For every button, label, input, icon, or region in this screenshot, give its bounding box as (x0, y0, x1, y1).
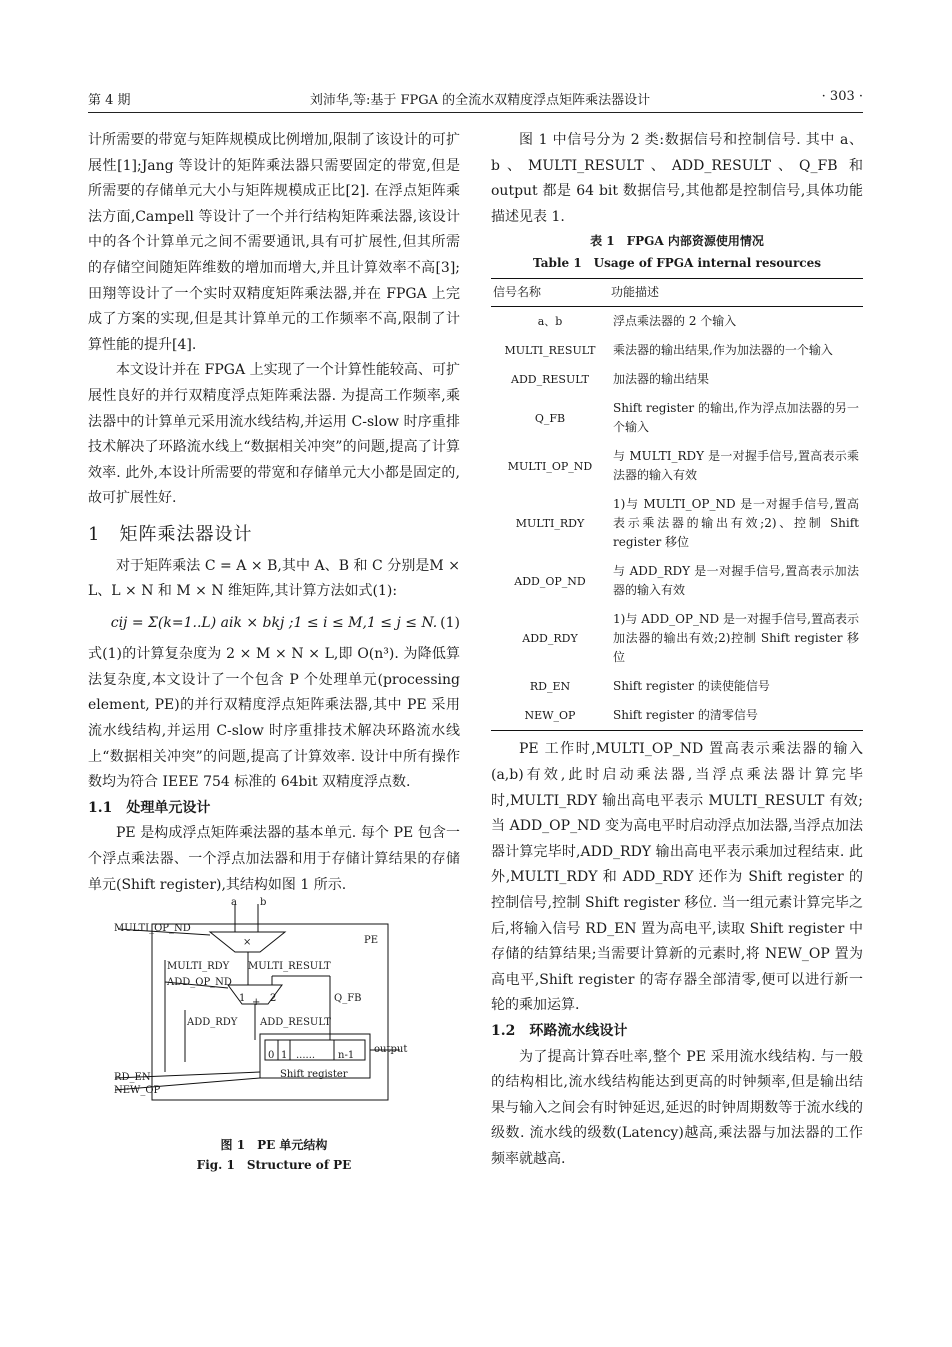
signal-name: MULTI_RESULT (504, 344, 596, 358)
paragraph: 为了提高计算吞吐率,整个 PE 采用流水线结构. 与一般的结构相比,流水线结构能达到更高的时钟频率,但是输出结果与输入之间会有时钟延迟,延迟的时钟周期数等于流水线的级数. 流水线的级数(Latency)越高,乘法器与加法器的工作频率就越高. (491, 1048, 863, 1167)
table-row (491, 557, 863, 605)
register-cell-n: n-1 (338, 1050, 355, 1062)
add-rdy-label: ADD_RDY (187, 1017, 238, 1029)
issue-number: 第 4 期 (88, 93, 131, 108)
paragraph: 图 1 中信号分为 2 类:数据信号和控制信号. 其中 a、b、MULTI_RESULT、ADD_RESULT、Q_FB 和 output 都是 64 bit 数据信号,其他都是控制信号,具体功能描述见表 1. (491, 132, 863, 225)
input-a-label: a (231, 897, 237, 909)
shift-register-label: Shift register (280, 1069, 348, 1081)
signal-desc: 乘法器的输出结果,作为加法器的一个输入 (613, 343, 833, 358)
signal-name: RD_EN (529, 680, 571, 694)
adder-port-2: 2 (270, 993, 277, 1005)
header-rule (88, 112, 863, 113)
pe-structure-figure (110, 897, 408, 1127)
input-b-label: b (260, 897, 267, 909)
q-fb-label: Q_FB (334, 993, 362, 1005)
table-caption-cn: 表 1 FPGA 内部资源使用情况 (590, 234, 764, 249)
figure-caption (88, 1135, 460, 1175)
paragraph: 对于矩阵乘法 C = A × B,其中 A、B 和 C 分别是M × L、L × N 和 M × N 维矩阵,其计算方法如式(1): (88, 557, 460, 600)
figure-caption-cn: 图 1 PE 单元结构 (220, 1138, 328, 1153)
table-row (491, 365, 863, 394)
table-caption-en: Table 1 Usage of FPGA internal resources (533, 256, 821, 271)
signal-name: ADD_RESULT (511, 373, 589, 387)
signal-desc: Shift register 的清零信号 (609, 701, 863, 731)
signal-table (491, 278, 863, 731)
column-header-name: 信号名称 (491, 279, 609, 307)
running-title: 刘沛华,等:基于 FPGA 的全流水双精度浮点矩阵乘法器设计 (309, 93, 651, 108)
rd-en-label: RD_EN (114, 1072, 151, 1084)
signal-desc: 加法器的输出结果 (613, 372, 710, 387)
signal-name: Q_FB (534, 411, 566, 425)
paragraph: 本文设计并在 FPGA 上实现了一个计算性能较高、可扩展性良好的并行双精度浮点矩阵乘法器. 为提高工作频率,乘法器中的计算单元采用流水线结构,并运用 C-slow 时序重排技术解决了环路流水线上“数据相关冲突”的问题,提高了计算效率. 此外,本设计所需要的带宽和存储单元大小都是固定的,故可扩展性好. (88, 362, 460, 507)
paragraph: PE 是构成浮点矩阵乘法器的基本单元. 每个 PE 包含一个浮点乘法器、一个浮点加法器和用于存储计算结果的存储单元(Shift register),其结构如图 1 所示. (88, 825, 460, 893)
register-cell-1: 1 (281, 1050, 288, 1062)
signal-name: MULTI_OP_ND (507, 459, 593, 473)
table-row (491, 605, 863, 672)
right-column (491, 128, 863, 1172)
signal-name: MULTI_RDY (515, 517, 585, 531)
signal-name: NEW_OP (491, 701, 609, 731)
signal-desc: Shift register 的读使能信号 (613, 679, 770, 694)
subsection-heading: 1.2 环路流水线设计 (491, 1022, 628, 1039)
page-number: · 303 · (821, 89, 863, 104)
multi-result-label: MULTI_RESULT (248, 961, 331, 973)
register-cell-dots: ...... (296, 1050, 316, 1062)
signal-desc: 与 MULTI_RDY 是一对握手信号,置高表示乘法器的输入有效 (613, 449, 859, 483)
signal-desc: 浮点乘法器的 2 个输入 (613, 314, 737, 329)
signal-name: ADD_OP_ND (514, 574, 586, 588)
table-row (491, 394, 863, 442)
paragraph: 计所需要的带宽与矩阵规模成比例增加,限制了该设计的可扩展性[1];Jang 等设计的矩阵乘法器只需要固定的带宽,但是所需要的存储单元大小与矩阵规模成正比[2]. 在浮点矩阵乘法方面,Campell 等设计了一个并行结构矩阵乘法器,该设计中的各个计算单元之间不需要通讯,具有可扩展性,但其所需的存储空间随矩阵维数的增加而增大,并且计算效率不高[3];田翔等设计了一个实时双精度矩阵乘法器,并在 FPGA 上完成了方案的实现,但是其计算单元的工作频率不高,限制了计算性能的提升[4]. (88, 132, 460, 353)
table-row (491, 701, 863, 731)
table-row (491, 336, 863, 365)
table-header-row (491, 279, 863, 307)
signal-desc: 1)与 ADD_OP_ND 是一对握手信号,置高表示加法器的输出有效;2)控制 Shift register 移位 (613, 612, 859, 665)
column-header-desc: 功能描述 (609, 279, 863, 307)
equation-body: cij = Σ(k=1..L) aik × bkj ;1 ≤ i ≤ M,1 ≤ j ≤ N. (110, 614, 438, 631)
add-op-nd-label: ADD_OP_ND (167, 977, 232, 989)
multiplier-symbol: × (243, 937, 252, 949)
table-row (491, 307, 863, 337)
add-result-label: ADD_RESULT (260, 1017, 331, 1029)
table-caption (491, 230, 863, 274)
subsection-heading: 1.1 处理单元设计 (88, 799, 211, 816)
signal-desc: Shift register 的输出,作为浮点加法器的另一个输入 (613, 401, 859, 435)
multi-op-nd-label: MULTI_OP_ND (114, 923, 191, 935)
table-row (491, 672, 863, 701)
table-row (491, 442, 863, 490)
figure-caption-en: Fig. 1 Structure of PE (196, 1158, 352, 1173)
paragraph: 式(1)的计算复杂度为 2 × M × N × L,即 O(n³). 为降低算法复杂度,本文设计了一个包含 P 个处理单元(processing element, PE)的并行双精度浮点矩阵乘法器,其中 PE 采用流水线结构,并运用 C-slow 时序重排技术解决环路流水线上“数据相关冲突”的问题,提高了计算效率. 设计中所有操作数均为符合 IEEE 754 标准的 64bit 双精度浮点数. (88, 646, 460, 791)
output-label: output (374, 1044, 408, 1056)
table-row (491, 490, 863, 557)
section-heading: 1 矩阵乘法器设计 (88, 523, 253, 545)
signal-desc: 与 ADD_RDY 是一对握手信号,置高表示加法器的输入有效 (613, 564, 859, 598)
signal-desc: 1)与 MULTI_OP_ND 是一对握手信号,置高表示乘法器的输出有效;2)、控制 Shift register 移位 (613, 497, 859, 550)
adder-symbol: + (252, 997, 261, 1009)
pe-label: PE (364, 935, 379, 947)
adder-port-1: 1 (239, 993, 246, 1005)
new-op-label: NEW_OP (114, 1085, 161, 1097)
left-column (88, 128, 460, 1175)
paragraph: PE 工作时,MULTI_OP_ND 置高表示乘法器的输入(a,b)有效,此时启动乘法器,当浮点乘法器计算完毕时,MULTI_RDY 输出高电平表示 MULTI_RESULT 有效;当 ADD_OP_ND 变为高电平时启动浮点加法器,当浮点加法器计算完毕时,ADD_RDY 输出高电平表示乘加过程结束. 此外,MULTI_RDY 和 ADD_RDY 还作为 Shift register 的控制信号,控制 Shift register 移位. 当一组元素计算完毕之后,将输入信号 RD_EN 置为高电平,读取 Shift register 中存储的结算结果;当需要计算新的元素时,将 NEW_OP 置为高电平,Shift register 的寄存器全部清零,便可以进行新一轮的乘加运算. (491, 741, 863, 1014)
register-cell-0: 0 (268, 1050, 275, 1062)
signal-name: a、b (537, 315, 563, 329)
equation-number: (1) (440, 614, 460, 631)
multi-rdy-label: MULTI_RDY (167, 961, 230, 973)
equation (88, 611, 460, 637)
signal-name: ADD_RDY (522, 632, 578, 646)
